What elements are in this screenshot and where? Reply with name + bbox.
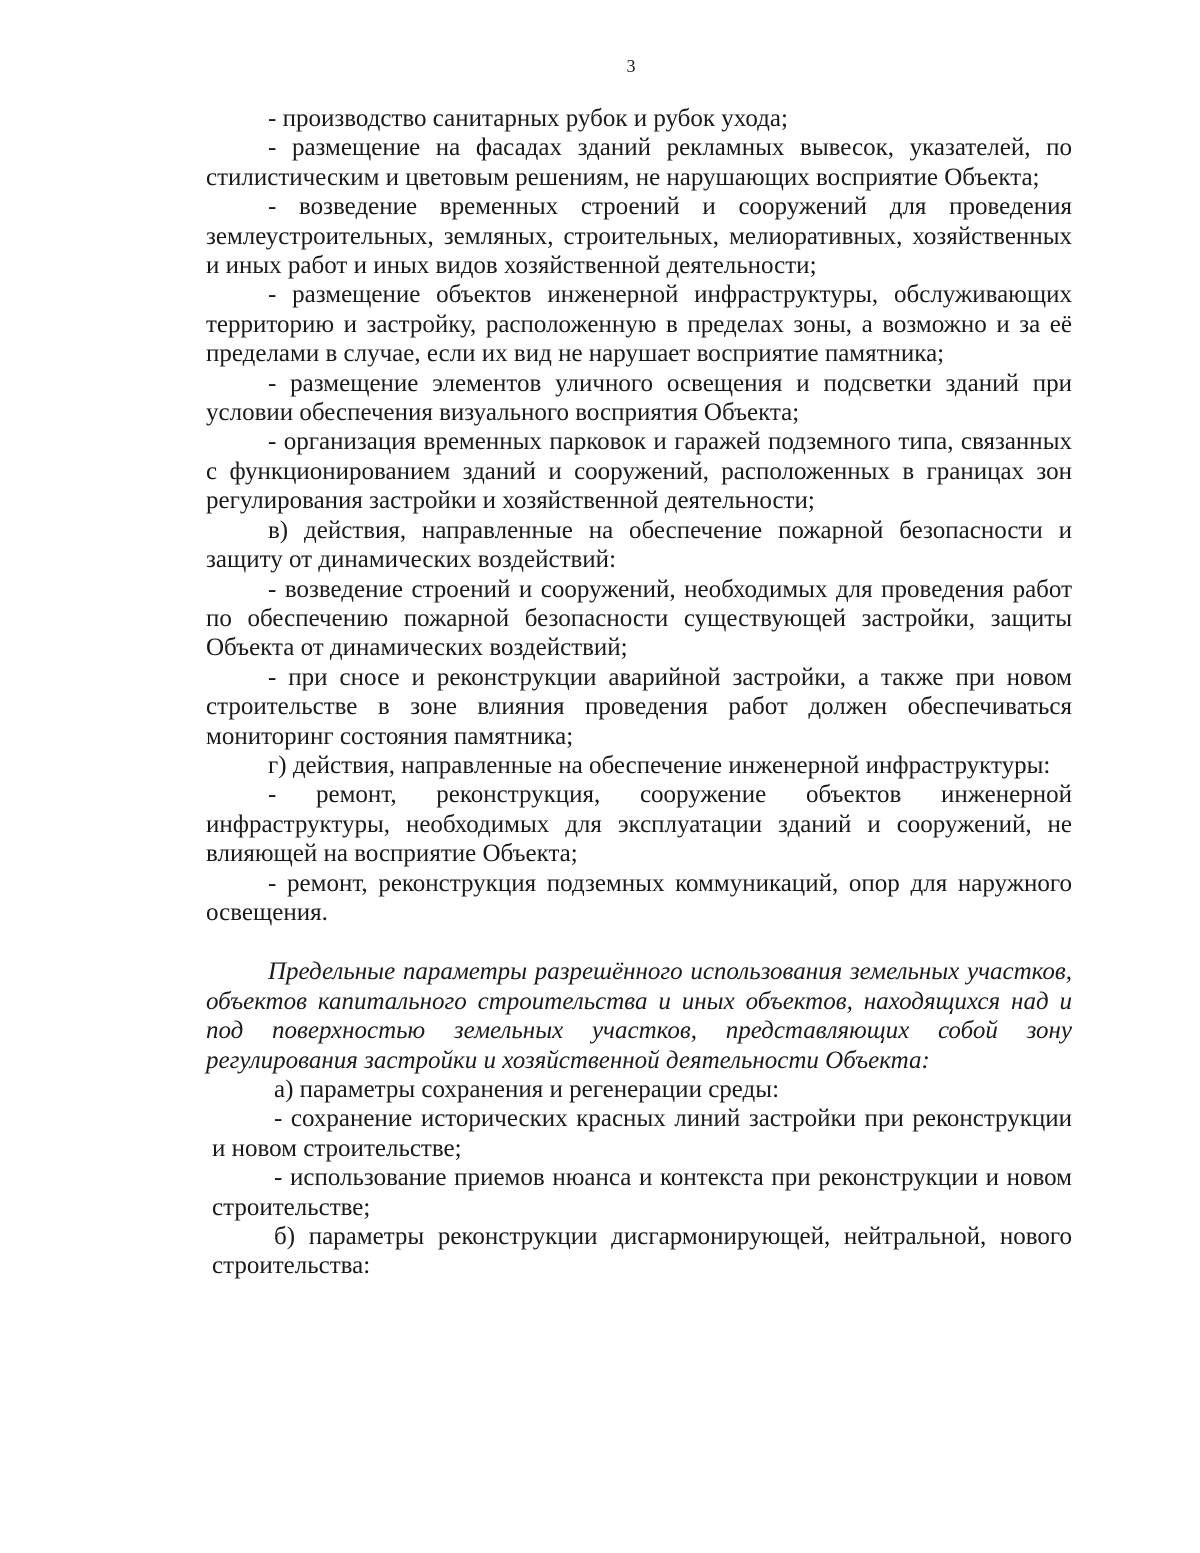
section-spacer [206,927,1072,957]
paragraph: - ремонт, реконструкция, сооружение объектов инженерной инфраструктуры, необходимых для эксплуатации зданий и сооружений, не влияющей на восприятие Объекта; [206,781,1072,868]
paragraph: - размещение на фасадах зданий рекламных вывесок, указателей, по стилистическим и цветовым решениям, не нарушающих восприятие Объекта; [206,134,1072,191]
paragraph: - использование приемов нюанса и контекста при реконструкции и новом строительстве; [212,1164,1072,1221]
paragraph: а) параметры сохранения и регенерации среды: [274,1076,780,1103]
paragraph: в) действия, направленные на обеспечение пожарной безопасности и защиту от динамических воздействий: [206,516,1072,574]
paragraph: - при сносе и реконструкции аварийной застройки, а также при новом строительстве в зоне влияния проведения работ должен обеспечиваться мониторинг состояния памятника; [206,663,1072,750]
section-heading: Предельные параметры разрешённого использования земельных участков, объектов капитального строительства и иных объектов, находящихся над и под поверхностью земельных участков, представляющих собой зону регулирования застройки и хозяйственной деятельности Объекта: [206,958,1072,1074]
paragraph: г) действия, направленные на обеспечение инженерной инфраструктуры: [268,751,1051,779]
paragraph: - размещение объектов инженерной инфраструктуры, обслуживающих территорию и застройку, расположенную в пределах зоны, а возможно и за её пределами в случае, если их вид не нарушает восприятие памятника; [206,281,1072,368]
paragraph: - сохранение исторических красных линий застройки при реконструкции и новом строительстве; [212,1105,1072,1162]
paragraph: - возведение временных строений и сооружений для проведения землеустроительных, земляных, строительных, мелиоративных, хозяйственных и иных работ и иных видов хозяйственной деятельности; [206,193,1072,280]
paragraph: - организация временных парковок и гаражей подземного типа, связанных с функционированием зданий и сооружений, расположенных в границах зон регулирования застройки и хозяйственной деятельности; [206,428,1072,515]
paragraph: - возведение строений и сооружений, необходимых для проведения работ по обеспечению пожарной безопасности существующей застройки, защиты Объекта от динамических воздействий; [206,575,1072,662]
paragraph: - ремонт, реконструкция подземных коммуникаций, опор для наружного освещения. [206,869,1072,926]
paragraph: - размещение элементов уличного освещения и подсветки зданий при условии обеспечения визуального восприятия Объекта; [206,369,1072,427]
page-number: 3 [626,56,636,76]
paragraph: б) параметры реконструкции дисгармонирующей, нейтральной, нового строительства: [212,1223,1072,1280]
paragraph: - производство санитарных рубок и рубок ухода; [268,105,788,132]
document-body [206,104,1072,1281]
